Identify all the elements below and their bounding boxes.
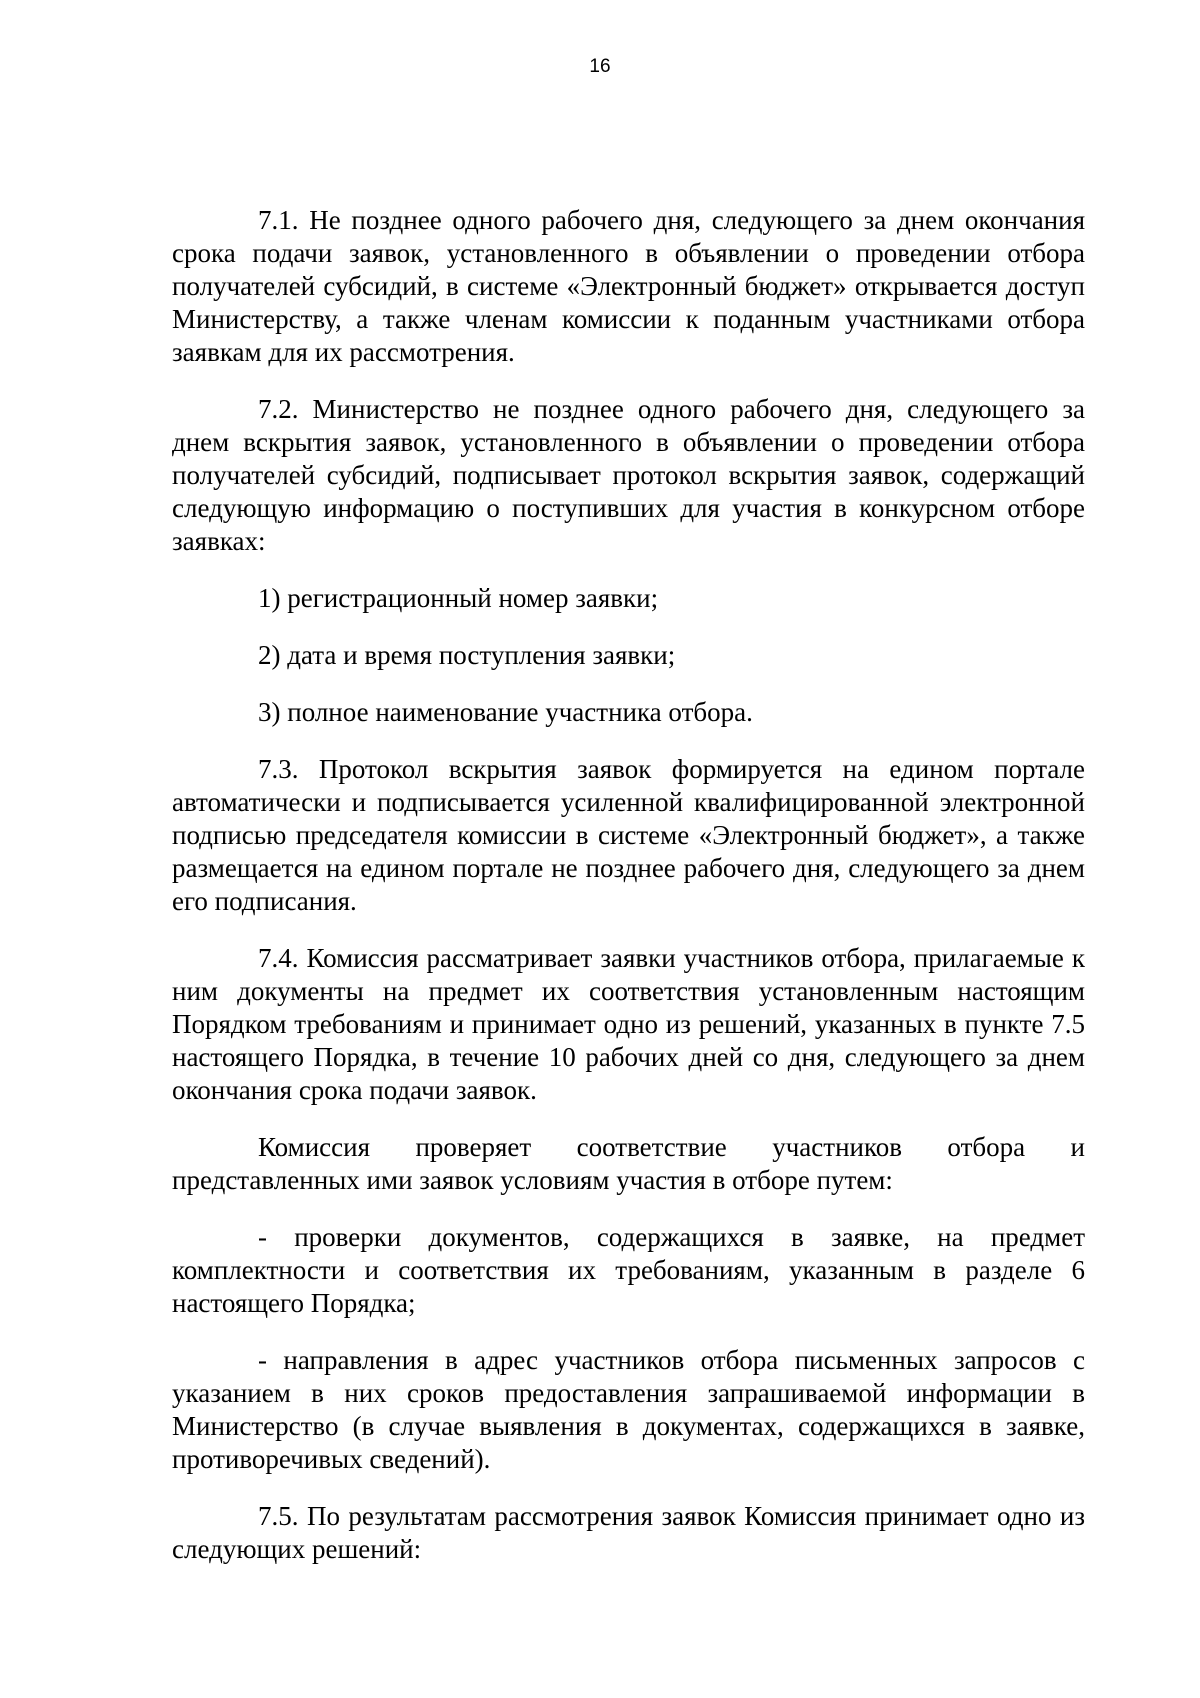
paragraph-7-2: 7.2. Министерство не позднее одного рабочего дня, следующего за днем вскрытия заявок, установленного в объявлении о проведении отбора получателей субсидий, подписывает протокол вскрытия заявок, содержащий следующую информацию о поступивших для участия в конкурсном отборе заявках: bbox=[172, 394, 1085, 556]
paragraph-7-4: 7.4. Комиссия рассматривает заявки участников отбора, прилагаемые к ним документы на предмет их соответствия установленным настоящим Порядком требованиям и принимает одно из решений, указанных в пункте 7.5 настоящего Порядка, в течение 10 рабочих дней со дня, следующего за днем окончания срока подачи заявок. bbox=[172, 943, 1085, 1105]
list-item-date-time: 2) дата и время поступления заявки; bbox=[258, 640, 676, 670]
page-number: 16 bbox=[589, 56, 611, 77]
paragraph-7-3: 7.3. Протокол вскрытия заявок формируется на едином портале автоматически и подписывается усиленной квалифицированной электронной подписью председателя комиссии в системе «Электронный бюджет», а также размещается на едином портале не позднее рабочего дня, следующего за днем его подписания. bbox=[172, 754, 1085, 916]
paragraph-commission-checks: Комиссия проверяет соответствие участников отбора и представленных ими заявок условиям участия в отборе путем: bbox=[172, 1132, 1085, 1195]
paragraph-7-5: 7.5. По результатам рассмотрения заявок Комиссия принимает одно из следующих решений: bbox=[172, 1501, 1085, 1564]
document-body bbox=[172, 204, 1085, 1590]
list-item-registration-number: 1) регистрационный номер заявки; bbox=[258, 583, 659, 613]
paragraph-7-1: 7.1. Не позднее одного рабочего дня, следующего за днем окончания срока подачи заявок, установленного в объявлении о проведении отбора получателей субсидий, в системе «Электронный бюджет» открывается доступ Министерству, а также членам комиссии к поданным участниками отбора заявкам для их рассмотрения. bbox=[172, 205, 1085, 367]
list-item-full-name: 3) полное наименование участника отбора. bbox=[258, 697, 753, 727]
bullet-written-requests: - направления в адрес участников отбора письменных запросов с указанием в них сроков предоставления запрашиваемой информации в Министерство (в случае выявления в документах, содержащихся в заявке, противоречивых сведений). bbox=[172, 1345, 1085, 1474]
bullet-document-check: - проверки документов, содержащихся в заявке, на предмет комплектности и соответствия их требованиям, указанным в разделе 6 настоящего Порядка; bbox=[172, 1222, 1085, 1318]
